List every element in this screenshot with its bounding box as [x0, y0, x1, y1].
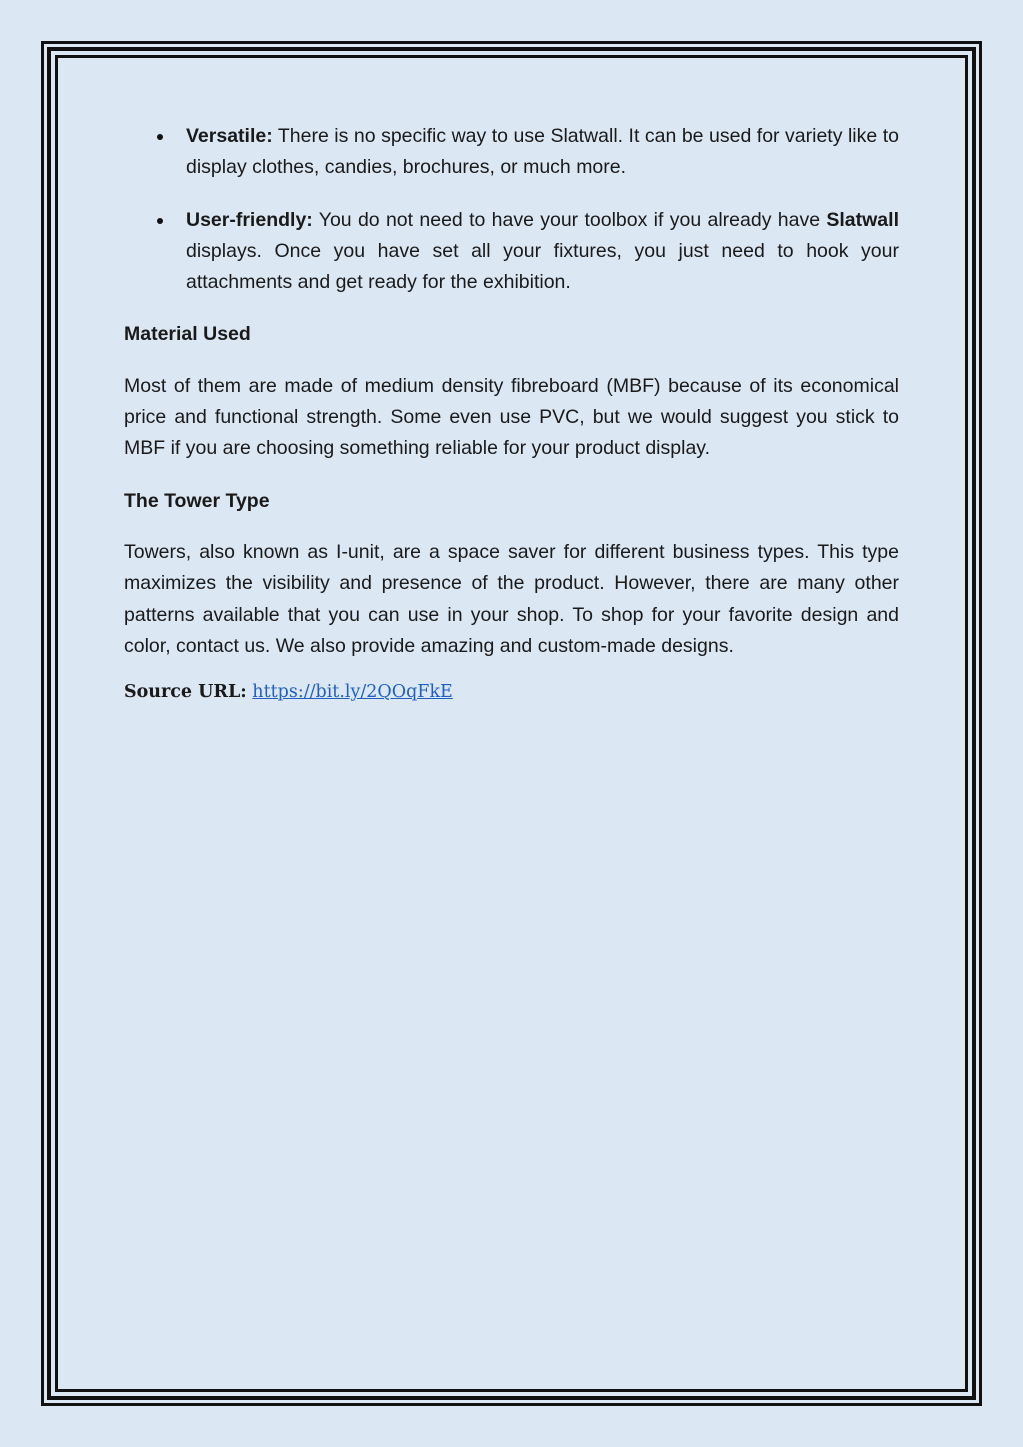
list-item-user-friendly — [124, 205, 899, 299]
section-heading-tower: The Tower Type — [124, 489, 270, 512]
section-heading-material: Material Used — [124, 323, 251, 346]
section-paragraph-tower: Towers, also known as I-unit, are a space saver for different business types. This type maximizes the visibility and presence of the product. However, there are many other patterns available that you can use in your shop. To shop for your favorite design and color, contact us. We also provide amazing and custom-made designs. — [124, 540, 899, 657]
bullet-text: There is no specific way to use Slatwall. It can be used for variety like to display clothes, candies, brochures, or much more. — [186, 125, 899, 179]
bullet-term: User-friendly: — [186, 208, 313, 231]
bullet-term: Versatile: — [186, 125, 273, 147]
bullet-text: displays. Once you have set all your fixtures, you just need to hook your attachments and get ready for the exhibition. — [186, 239, 899, 294]
source-label: Source URL: — [124, 682, 247, 703]
bullet-icon — [157, 134, 163, 140]
document-body — [124, 121, 899, 708]
bullet-bold-word: Slatwall — [826, 208, 899, 231]
section-paragraph-material: Most of them are made of medium density fibreboard (MBF) because of its economical price and functional strength. Some even use PVC, but we would suggest you stick to MBF if you are choosing something reliable for your product display. — [124, 374, 899, 460]
source-line — [124, 677, 899, 708]
feature-list — [124, 121, 899, 298]
source-link[interactable]: https://bit.ly/2QOqFkE — [252, 682, 453, 703]
bullet-text: You do not need to have your toolbox if you already have — [312, 208, 827, 231]
list-item-versatile — [124, 121, 899, 184]
bullet-icon — [157, 218, 163, 224]
